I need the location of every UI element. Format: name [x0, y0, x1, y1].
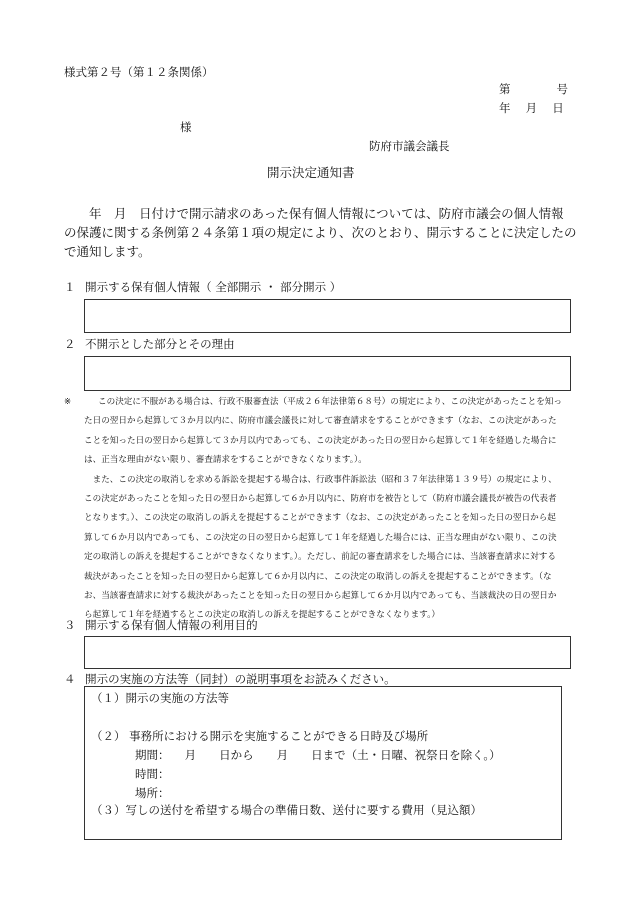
notice-line: となります。）、この決定の取消しの訴えを提起することができます（なお、この決定があったことを知った日の翌日から起 [84, 513, 556, 524]
section-4-item-2: （２） 事務所における開示を実施することができる日時及び場所 [91, 729, 429, 743]
notice-mark: ※ [64, 397, 72, 407]
notice-line: この決定に不服がある場合は、行政不服審査法（平成２６年法律第６８号）の規定により、この決定があったことを知っ [98, 397, 562, 407]
notice-line: この決定があったことを知った日の翌日から起算して６か月以内に、防府市を被告として（防府市議会議長が被告の代表者 [84, 494, 557, 505]
section-3-label: 開示する保有個人情報の利用目的 [85, 618, 258, 632]
section-4-number: ４ [64, 672, 76, 686]
issue-date: 年 月 日 [499, 101, 564, 115]
notice-line: は、正当な理由がない限り、審査請求をすることができなくなります。）。 [84, 455, 367, 466]
notice-line: ことを知った日の翌日から起算して３か月以内であっても、この決定があった日の翌日から起算して１年を経過した場合に [84, 435, 557, 446]
intro-paragraph [64, 204, 577, 261]
notice-line: た日の翌日から起算して３か月以内に、防府市議会議長に対して審査請求をすることができます（なお、この決定があった [84, 416, 557, 427]
document-title: 開示決定通知書 [267, 165, 355, 180]
intro-line: 年 月 日付けで開示請求のあった保有個人情報については、防府市議会の個人情報 [64, 206, 564, 221]
section-2-number: ２ [64, 337, 76, 351]
notice-line: 裁決があったことを知った日の翌日から起算して６か月以内に、この決定の取消しの訴えを提起することができます。（な [84, 571, 552, 582]
section-4-item-1: （１）開示の実施の方法等 [91, 691, 229, 705]
intro-line: の保護に関する条例第２４条第１項の規定により、次のとおり、開示することに決定したの [64, 225, 577, 240]
section-4-box [84, 686, 562, 840]
section-3-number: ３ [64, 618, 76, 632]
notice-text [84, 393, 562, 626]
section-3-heading [64, 617, 258, 633]
section-2-field[interactable] [84, 356, 571, 391]
section-1-field[interactable] [84, 299, 571, 333]
notice-line: 算して６か月以内であっても、この決定の日の翌日から起算して１年を経過した場合には、正当な理由がない限り、この決 [84, 532, 557, 543]
section-1-number: １ [64, 280, 76, 294]
form-number: 様式第２号（第１２条関係） [64, 65, 214, 79]
section-1-heading [64, 279, 341, 295]
place-label: 場所： [135, 786, 170, 800]
notice-line: お、当該審査請求に対する裁決があったことを知った日の翌日から起算して６か月以内であっても、当該裁決の日の翌日か [84, 591, 557, 602]
notice-line: ら起算して１年を経過するとこの決定の取消しの訴えを提起することができなくなります。） [84, 610, 440, 621]
intro-line: で通知します。 [64, 244, 151, 259]
section-4-item-3: （３）写しの送付を希望する場合の準備日数、送付に要する費用（見込額） [91, 803, 482, 817]
section-2-label: 不開示とした部分とその理由 [85, 337, 235, 351]
section-2-heading [64, 336, 235, 352]
document-number: 第 号 [499, 82, 568, 96]
section-4-heading [64, 671, 396, 687]
period-row [135, 747, 501, 763]
addressee-suffix: 様 [180, 120, 192, 134]
section-4-label: 開示の実施の方法等（同封）の説明事項をお読みください。 [85, 672, 396, 686]
time-label: 時間： [135, 767, 170, 781]
notice-line: 定の取消しの訴えを提起することができなくなります。）。ただし、前記の審査請求をした場合には、当該審査請求に対する [84, 552, 556, 563]
section-1-label: 開示する保有個人情報（ 全部開示 ・ 部分開示 ） [85, 280, 342, 294]
issuer: 防府市議会議長 [369, 139, 450, 153]
notice-line: また、この決定の取消しを求める訴訟を提起する場合は、行政事件訴訟法（昭和３７年法律第１３９号）の規定により、 [84, 474, 557, 485]
period-label: 期間： [135, 748, 170, 762]
period-value: 月 日から 月 日まで（土・日曜、祝祭日を除く。） [173, 748, 501, 762]
section-3-field[interactable] [84, 636, 571, 669]
